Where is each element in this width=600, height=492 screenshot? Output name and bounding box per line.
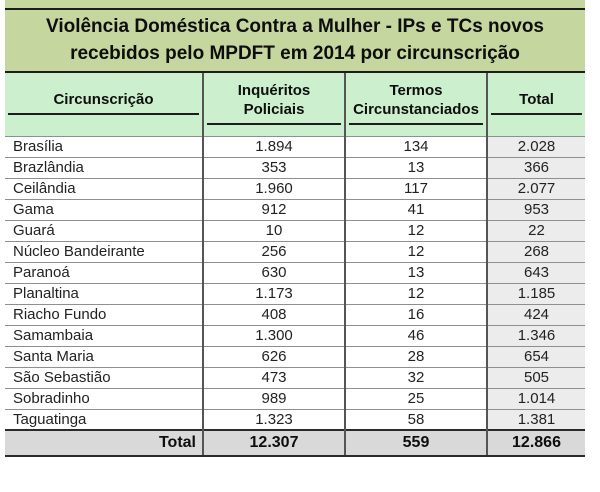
cell-inqueritos: 353	[203, 157, 345, 178]
cell-circunscricao: Sobradinho	[5, 388, 203, 409]
cell-circunscricao: Paranoá	[5, 262, 203, 283]
cell-inqueritos: 1.173	[203, 283, 345, 304]
column-header-circunscricao: Circunscrição	[5, 73, 203, 136]
table-row	[5, 157, 585, 178]
cell-inqueritos: 912	[203, 199, 345, 220]
column-header-total: Total	[487, 73, 585, 136]
cell-termos: 13	[345, 262, 487, 283]
cell-inqueritos: 256	[203, 241, 345, 262]
cell-total: 1.014	[487, 388, 585, 409]
cell-termos: 28	[345, 346, 487, 367]
table-row	[5, 346, 585, 367]
table-row	[5, 136, 585, 157]
cell-circunscricao: Núcleo Bandeirante	[5, 241, 203, 262]
cell-circunscricao: Gama	[5, 199, 203, 220]
table-row	[5, 220, 585, 241]
cell-total: 1.346	[487, 325, 585, 346]
cell-total: 22	[487, 220, 585, 241]
title-top-strip	[5, 0, 585, 8]
total-inqueritos: 12.307	[203, 430, 345, 456]
cell-termos: 134	[345, 136, 487, 157]
report-title	[5, 10, 585, 71]
table-row	[5, 304, 585, 325]
total-geral: 12.866	[487, 430, 585, 456]
cell-circunscricao: Samambaia	[5, 325, 203, 346]
cell-total: 654	[487, 346, 585, 367]
cell-circunscricao: Guará	[5, 220, 203, 241]
cell-inqueritos: 630	[203, 262, 345, 283]
cell-total: 2.077	[487, 178, 585, 199]
cell-termos: 12	[345, 220, 487, 241]
cell-circunscricao: Santa Maria	[5, 346, 203, 367]
cell-total: 1.185	[487, 283, 585, 304]
table-row	[5, 325, 585, 346]
table-header	[5, 73, 585, 136]
cell-inqueritos: 626	[203, 346, 345, 367]
cell-total: 643	[487, 262, 585, 283]
cell-inqueritos: 989	[203, 388, 345, 409]
report-table-block	[5, 0, 585, 457]
table-row	[5, 199, 585, 220]
table-row	[5, 178, 585, 199]
cell-inqueritos: 1.960	[203, 178, 345, 199]
table-row	[5, 283, 585, 304]
cell-termos: 117	[345, 178, 487, 199]
table-row	[5, 367, 585, 388]
cell-inqueritos: 1.894	[203, 136, 345, 157]
report-title-line1: Violência Doméstica Contra a Mulher - IPs e TCs novos	[45, 16, 544, 38]
cell-total: 2.028	[487, 136, 585, 157]
total-row-label: Total	[5, 430, 203, 456]
cell-termos: 25	[345, 388, 487, 409]
table-body	[5, 136, 585, 430]
cell-total: 366	[487, 157, 585, 178]
total-termos: 559	[345, 430, 487, 456]
cell-total: 1.381	[487, 409, 585, 430]
table-footer	[5, 430, 585, 456]
cell-inqueritos: 473	[203, 367, 345, 388]
cell-inqueritos: 1.323	[203, 409, 345, 430]
cell-inqueritos: 1.300	[203, 325, 345, 346]
cell-inqueritos: 408	[203, 304, 345, 325]
cell-inqueritos: 10	[203, 220, 345, 241]
total-row	[5, 430, 585, 456]
cell-total: 268	[487, 241, 585, 262]
cell-circunscricao: Riacho Fundo	[5, 304, 203, 325]
cell-termos: 12	[345, 283, 487, 304]
cell-circunscricao: Brazlândia	[5, 157, 203, 178]
table-row	[5, 388, 585, 409]
table-row	[5, 262, 585, 283]
table-row	[5, 241, 585, 262]
cell-termos: 13	[345, 157, 487, 178]
cell-total: 953	[487, 199, 585, 220]
cell-termos: 58	[345, 409, 487, 430]
report-title-line2: recebidos pelo MPDFT em 2014 por circunscrição	[70, 42, 520, 64]
cell-termos: 12	[345, 241, 487, 262]
cell-termos: 46	[345, 325, 487, 346]
column-header-inqueritos: Inquéritos Policiais	[203, 73, 345, 136]
data-table	[5, 73, 585, 457]
cell-circunscricao: São Sebastião	[5, 367, 203, 388]
cell-circunscricao: Brasília	[5, 136, 203, 157]
cell-termos: 16	[345, 304, 487, 325]
cell-circunscricao: Taguatinga	[5, 409, 203, 430]
cell-circunscricao: Planaltina	[5, 283, 203, 304]
cell-termos: 41	[345, 199, 487, 220]
cell-termos: 32	[345, 367, 487, 388]
cell-total: 505	[487, 367, 585, 388]
header-row	[5, 73, 585, 136]
table-row	[5, 409, 585, 430]
cell-circunscricao: Ceilândia	[5, 178, 203, 199]
cell-total: 424	[487, 304, 585, 325]
column-header-termos: Termos Circunstanciados	[345, 73, 487, 136]
